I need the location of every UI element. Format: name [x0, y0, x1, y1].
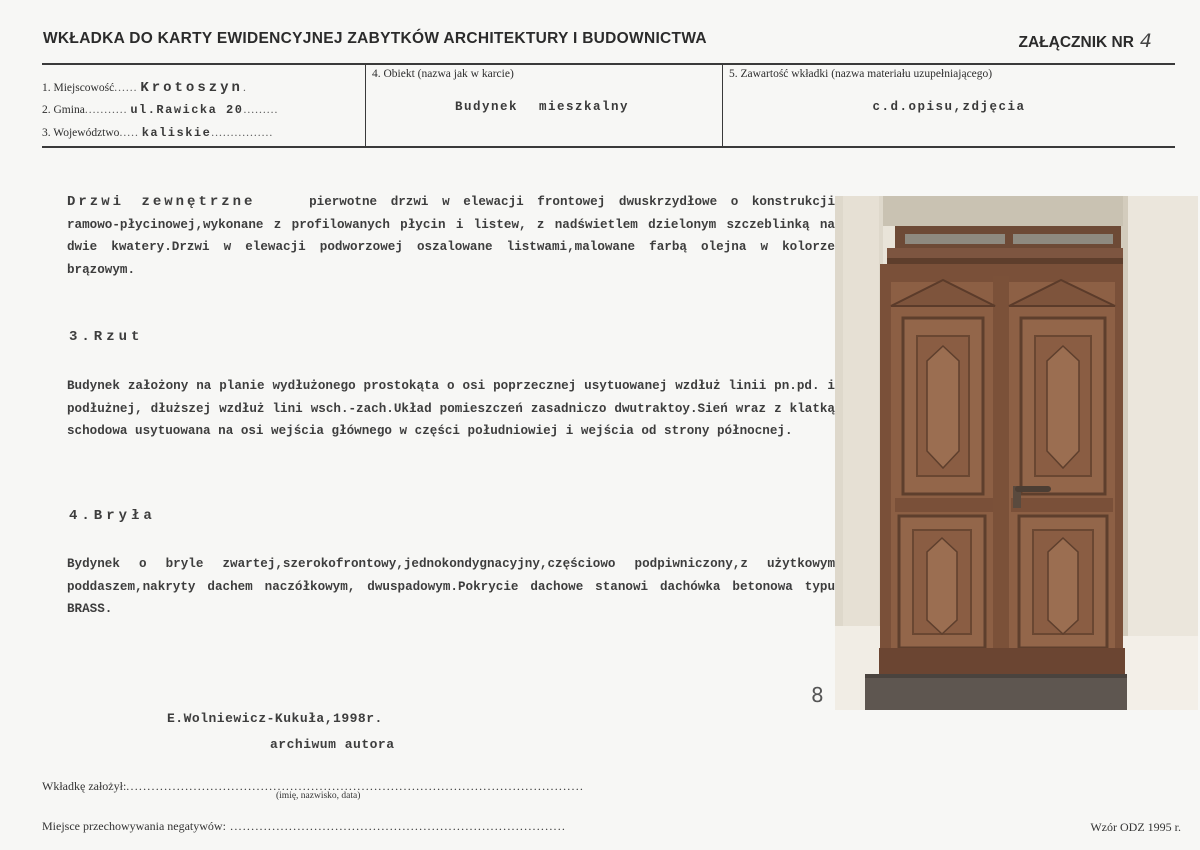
form-top-rule [42, 63, 1175, 65]
form-divider-2 [722, 64, 723, 147]
form-divider-1 [365, 64, 366, 147]
doors-lead: Drzwi zewnętrzne [67, 194, 256, 210]
negatives-field: Miejsce przechowywania negatywów: ................................................................................ [42, 819, 567, 833]
created-by-label: Wkładkę założył: [42, 779, 127, 793]
field-contents-value: c.d.opisu,zdjęcia [872, 100, 1026, 114]
field-commune-label: 2. Gmina [42, 104, 85, 116]
field-voivodeship-value: kaliskie [141, 126, 212, 140]
field-object-label: 4. Obiekt (nazwa jak w karcie) [372, 68, 514, 80]
form-code: Wzór ODZ 1995 r. [1090, 820, 1181, 834]
annex-label-group [1019, 30, 1152, 52]
doors-paragraph [67, 191, 835, 281]
section3-heading: 3.Rzut [69, 329, 144, 345]
section4-heading: 4.Bryła [69, 508, 156, 524]
field-object-value: Budynek mieszkalny [454, 100, 630, 114]
field-voivodeship: 3. Województwo..... kaliskie................ [42, 126, 274, 140]
field-voivodeship-label: 3. Województwo [42, 127, 120, 139]
field-commune: 2. Gmina........... ul.Rawicka 20......... [42, 103, 279, 117]
photo-number: 8 [811, 683, 824, 707]
doors-text: pierwotne drzwi w elewacji frontowej dwuskrzydłowe o konstrukcji ramowo-płycinowej,wykonane z profilowanych płycin i listew, z nadświetlem dzielonym szczeblinką na dwie kwatery.Drzwi w elewacji podworzowej oszalowane listwami,malowane farbą olejna w kolorze brązowym. [67, 195, 836, 277]
created-by-sublabel: (imię, nazwisko, data) [276, 791, 361, 801]
annex-number: 4 [1139, 30, 1152, 52]
credit-author: E.Wolniewicz-Kukuła,1998r. [167, 711, 383, 726]
field-locality-label: 1. Miejscowość [42, 82, 115, 94]
negatives-label: Miejsce przechowywania negatywów: [42, 819, 226, 833]
field-locality: 1. Miejscowość...... Krotoszyn. [42, 80, 247, 96]
field-commune-value: ul.Rawicka 20 [130, 103, 244, 117]
field-contents-label: 5. Zawartość wkładki (nazwa materiału uzupełniającego) [729, 68, 993, 80]
field-locality-value: Krotoszyn [140, 80, 243, 96]
annex-label: ZAŁĄCZNIK NR [1018, 34, 1134, 51]
credit-source: archiwum autora [270, 737, 395, 752]
section3-text: Budynek założony na planie wydłużonego prostokąta o osi poprzecznej usytuowanej wzdłuż linii pn.pd. i podłużnej, dłuższej wzdłuż lini wsch.-zach.Układ pomieszczeń zasadniczo dwutraktoy.Sień wraz z klatką schodowa usytuowana na osi wejścia głównego w części południowiej i wejścia od strony północnej. [67, 379, 835, 439]
form-bottom-rule [42, 146, 1175, 148]
door-photo [835, 196, 1198, 710]
created-by-field: Wkładkę założył:............................................................................................................. [42, 779, 585, 793]
section4-text: Bydynek o bryle zwartej,szerokofrontowy,jednokondygnacyjny,częściowo podpiwniczony,z użytkowym poddaszem,nakryty dachem naczółkowym, dwuspadowym.Pokrycie dachowe stanowi dachówka betonowa typu BRASS. [67, 557, 835, 617]
document-title: WKŁADKA DO KARTY EWIDENCYJNEJ ZABYTKÓW ARCHITEKTURY I BUDOWNICTWA [43, 30, 707, 47]
